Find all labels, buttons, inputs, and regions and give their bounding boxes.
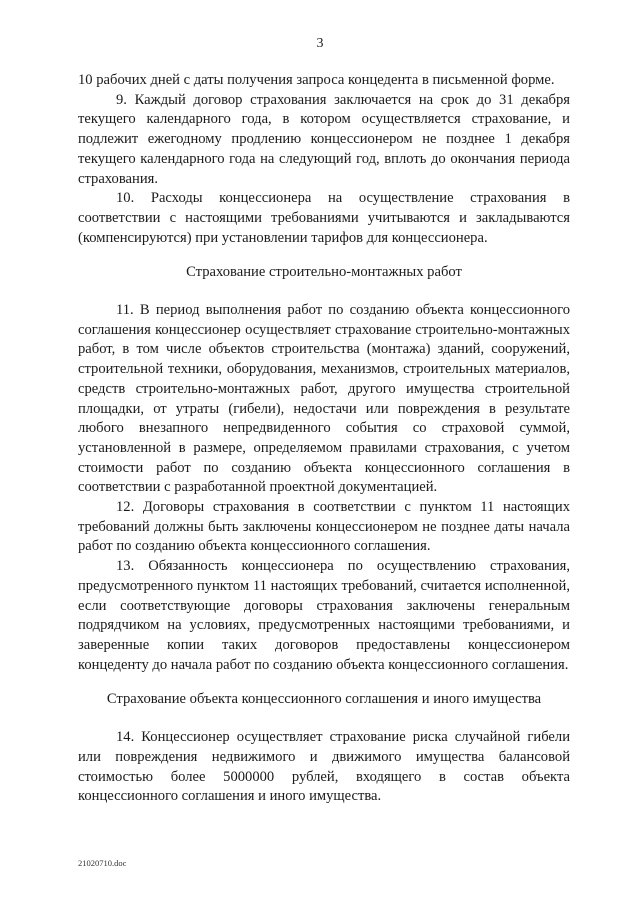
paragraph-9: 9. Каждый договор страхования заключается на срок до 31 декабря текущего календарного года, в котором осуществляется страхование, и подлежит ежегодному продлению концессионером не позднее 1 декабря текущего календарного года на следующий год, вплоть до окончания периода страхования. — [78, 91, 570, 187]
section-heading-construction: Страхование строительно-монтажных работ — [186, 264, 462, 281]
paragraph-14: 14. Концессионер осуществляет страхование риска случайной гибели или повреждения недвижимого и движимого имущества балансовой стоимостью более 5000000 рублей, входящего в состав объекта концессионного соглашения и иного имущества. — [78, 729, 570, 805]
spacer — [78, 248, 570, 263]
spacer — [78, 283, 570, 301]
paragraph-11: 11. В период выполнения работ по созданию объекта концессионного соглашения концессионер осуществляет страхование строительно-монтажных работ, в том числе объектов строительства (монтажа) зданий, сооружений, строительной техники, оборудования, механизмов, строительных материалов, средств строительно-монтажных работ, другого имущества строительной площадки, от утраты (гибели), недостачи или повреждения в результате любого внезапного непредвиденного события со страховой суммой, установленной в размере, определяемом правилами страхования, с учетом стоимости работ по созданию объекта концессионного соглашения в соответствии с разработанной проектной документацией. — [78, 302, 570, 496]
document-body — [78, 71, 570, 807]
paragraph-13: 13. Обязанность концессионера по осуществлению страхования, предусмотренного пунктом 11 настоящих требований, считается исполненной, если соответствующие договоры страхования заключены генеральным подрядчиком на условиях, предусмотренных настоящими требованиями, и заверенные копии таких договоров предоставлены концессионером концеденту до начала работ по созданию объекта концессионного соглашения. — [78, 558, 570, 673]
paragraph-continuation: 10 рабочих дней с даты получения запроса концедента в письменной форме. — [78, 72, 555, 88]
paragraph-12: 12. Договоры страхования в соответствии с пунктом 11 настоящих требований должны быть заключены концессионером не позднее даты начала работ по созданию объекта концессионного соглашения. — [78, 499, 570, 555]
section-heading-concession-object: Страхование объекта концессионного соглашения и иного имущества — [106, 691, 542, 708]
spacer — [78, 675, 570, 690]
paragraph-10: 10. Расходы концессионера на осуществление страхования в соответствии с настоящими требованиями учитываются и закладываются (компенсируются) при установлении тарифов для концессионера. — [78, 190, 570, 246]
page-number: 3 — [316, 36, 324, 51]
footer-file-name: 21020710.doc — [78, 858, 127, 868]
spacer — [78, 710, 570, 728]
